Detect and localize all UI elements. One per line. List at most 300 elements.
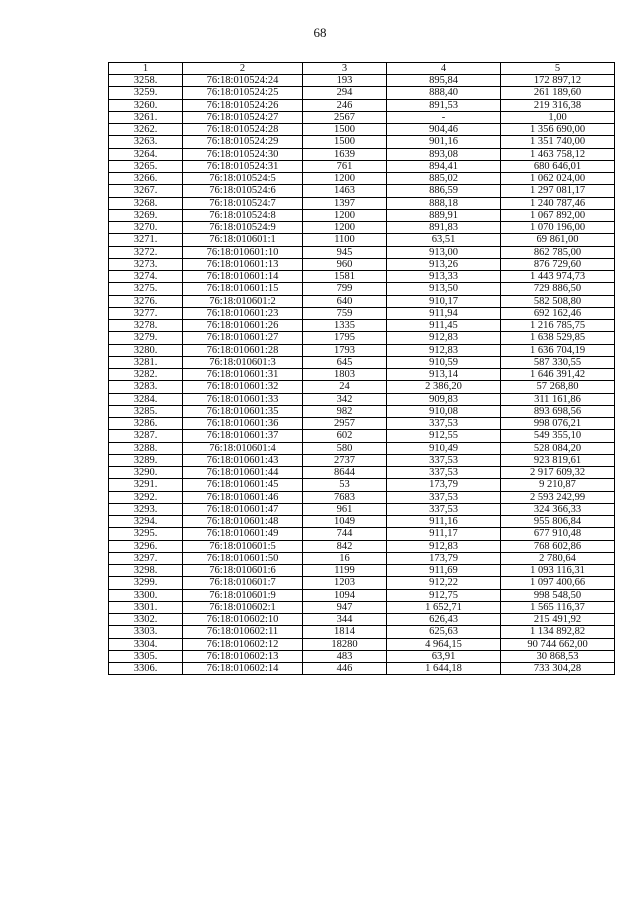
- table-cell: 3271.: [109, 234, 183, 246]
- table-cell: 9 210,87: [501, 479, 615, 491]
- table-row: [109, 99, 615, 111]
- table-header-row: [109, 63, 615, 75]
- table-cell: 76:18:010602:10: [183, 614, 303, 626]
- table-row: [109, 320, 615, 332]
- table-cell: 1 356 690,00: [501, 124, 615, 136]
- column-header: 1: [109, 63, 183, 75]
- table-cell: 219 316,38: [501, 99, 615, 111]
- table-cell: 76:18:010601:45: [183, 479, 303, 491]
- table-cell: 215 491,92: [501, 614, 615, 626]
- table-row: [109, 503, 615, 515]
- table-row: [109, 491, 615, 503]
- table-cell: 2737: [303, 454, 387, 466]
- table-row: [109, 356, 615, 368]
- column-header: 2: [183, 63, 303, 75]
- table-cell: 3305.: [109, 650, 183, 662]
- table-cell: 3293.: [109, 503, 183, 515]
- table-cell: 76:18:010601:14: [183, 271, 303, 283]
- table-cell: 76:18:010524:26: [183, 99, 303, 111]
- table-cell: 324 366,33: [501, 503, 615, 515]
- table-cell: 483: [303, 650, 387, 662]
- table-row: [109, 148, 615, 160]
- table-row: [109, 234, 615, 246]
- table-cell: 76:18:010524:7: [183, 197, 303, 209]
- table-cell: 2 780,64: [501, 552, 615, 564]
- table-cell: 911,69: [387, 565, 501, 577]
- table-cell: 885,02: [387, 173, 501, 185]
- table-cell: 3268.: [109, 197, 183, 209]
- table-cell: 894,41: [387, 160, 501, 172]
- table-cell: 886,59: [387, 185, 501, 197]
- table-cell: 76:18:010524:31: [183, 160, 303, 172]
- table-cell: 909,83: [387, 393, 501, 405]
- table-cell: 923 819,61: [501, 454, 615, 466]
- table-cell: 1 646 391,42: [501, 369, 615, 381]
- table-cell: 76:18:010601:28: [183, 344, 303, 356]
- table-cell: 645: [303, 356, 387, 368]
- table-cell: 76:18:010601:6: [183, 565, 303, 577]
- table-cell: 911,17: [387, 528, 501, 540]
- table-cell: 173,79: [387, 479, 501, 491]
- table-cell: 3275.: [109, 283, 183, 295]
- table-cell: 3267.: [109, 185, 183, 197]
- table-cell: 337,53: [387, 418, 501, 430]
- table-cell: 904,46: [387, 124, 501, 136]
- table-cell: 3285.: [109, 405, 183, 417]
- table-cell: 1 097 400,66: [501, 577, 615, 589]
- table-cell: 3287.: [109, 430, 183, 442]
- table-cell: 3306.: [109, 663, 183, 675]
- table-cell: 337,53: [387, 454, 501, 466]
- table-row: [109, 454, 615, 466]
- table-cell: 913,00: [387, 246, 501, 258]
- table-cell: 1199: [303, 565, 387, 577]
- table-row: [109, 552, 615, 564]
- table-cell: 76:18:010601:36: [183, 418, 303, 430]
- table-cell: 76:18:010601:4: [183, 442, 303, 454]
- table-cell: 1 062 024,00: [501, 173, 615, 185]
- table-cell: 76:18:010524:30: [183, 148, 303, 160]
- table-cell: 76:18:010601:15: [183, 283, 303, 295]
- table-cell: 172 897,12: [501, 75, 615, 87]
- table-cell: 1 240 787,46: [501, 197, 615, 209]
- table-cell: 3274.: [109, 271, 183, 283]
- table-cell: 57 268,80: [501, 381, 615, 393]
- table-row: [109, 430, 615, 442]
- table-cell: 910,49: [387, 442, 501, 454]
- table-cell: 3297.: [109, 552, 183, 564]
- table-cell: 69 861,00: [501, 234, 615, 246]
- table-row: [109, 650, 615, 662]
- table-cell: 3290.: [109, 467, 183, 479]
- table-row: [109, 209, 615, 221]
- table-cell: 602: [303, 430, 387, 442]
- table-cell: 582 508,80: [501, 295, 615, 307]
- table-cell: 893 698,56: [501, 405, 615, 417]
- table-row: [109, 258, 615, 270]
- table-cell: -: [387, 111, 501, 123]
- table-cell: 1 351 740,00: [501, 136, 615, 148]
- table-cell: 173,79: [387, 552, 501, 564]
- table-cell: 3273.: [109, 258, 183, 270]
- table-cell: 910,08: [387, 405, 501, 417]
- table-cell: 640: [303, 295, 387, 307]
- table-cell: 76:18:010524:8: [183, 209, 303, 221]
- table-cell: 1094: [303, 589, 387, 601]
- table-row: [109, 111, 615, 123]
- table-cell: 7683: [303, 491, 387, 503]
- table-cell: 912,22: [387, 577, 501, 589]
- table-cell: 912,55: [387, 430, 501, 442]
- table-cell: 3258.: [109, 75, 183, 87]
- table-cell: 1 297 081,17: [501, 185, 615, 197]
- table-cell: 76:18:010602:12: [183, 638, 303, 650]
- page-number: 68: [313, 25, 327, 40]
- table-row: [109, 393, 615, 405]
- table-cell: 76:18:010602:14: [183, 663, 303, 675]
- table-cell: 76:18:010601:46: [183, 491, 303, 503]
- table-cell: 3298.: [109, 565, 183, 577]
- table-cell: 3269.: [109, 209, 183, 221]
- table-cell: 3301.: [109, 601, 183, 613]
- table-cell: 1 638 529,85: [501, 332, 615, 344]
- table-cell: 960: [303, 258, 387, 270]
- table-cell: 90 744 662,00: [501, 638, 615, 650]
- table-cell: 3294.: [109, 516, 183, 528]
- table-cell: 76:18:010601:50: [183, 552, 303, 564]
- table-row: [109, 381, 615, 393]
- table-cell: 1200: [303, 222, 387, 234]
- table-cell: 2 917 609,32: [501, 467, 615, 479]
- table-cell: 76:18:010601:32: [183, 381, 303, 393]
- table-row: [109, 442, 615, 454]
- table-cell: 891,83: [387, 222, 501, 234]
- table-cell: 246: [303, 99, 387, 111]
- table-cell: 955 806,84: [501, 516, 615, 528]
- table-cell: 1 463 758,12: [501, 148, 615, 160]
- table-cell: 76:18:010524:24: [183, 75, 303, 87]
- table-cell: 1 565 116,37: [501, 601, 615, 613]
- table-cell: 16: [303, 552, 387, 564]
- table-row: [109, 271, 615, 283]
- table-cell: 528 084,20: [501, 442, 615, 454]
- table-cell: 294: [303, 87, 387, 99]
- table-cell: 76:18:010524:9: [183, 222, 303, 234]
- table-row: [109, 124, 615, 136]
- table-cell: 446: [303, 663, 387, 675]
- table-row: [109, 589, 615, 601]
- table-cell: 311 161,86: [501, 393, 615, 405]
- table-row: [109, 638, 615, 650]
- table-cell: 761: [303, 160, 387, 172]
- table-cell: 3281.: [109, 356, 183, 368]
- table-cell: 913,14: [387, 369, 501, 381]
- table-cell: 1795: [303, 332, 387, 344]
- table-cell: 3289.: [109, 454, 183, 466]
- table-row: [109, 479, 615, 491]
- table-cell: 1 652,71: [387, 601, 501, 613]
- table-cell: 549 355,10: [501, 430, 615, 442]
- table-cell: 998 548,50: [501, 589, 615, 601]
- table-row: [109, 283, 615, 295]
- table-cell: 3295.: [109, 528, 183, 540]
- table-row: [109, 418, 615, 430]
- table-row: [109, 295, 615, 307]
- table-cell: 18280: [303, 638, 387, 650]
- table-cell: 76:18:010524:25: [183, 87, 303, 99]
- table-cell: 63,91: [387, 650, 501, 662]
- table-cell: 888,40: [387, 87, 501, 99]
- table-cell: 1 067 892,00: [501, 209, 615, 221]
- table-cell: 1814: [303, 626, 387, 638]
- table-cell: 912,83: [387, 332, 501, 344]
- table-cell: 842: [303, 540, 387, 552]
- table-row: [109, 369, 615, 381]
- table-row: [109, 577, 615, 589]
- table-cell: 961: [303, 503, 387, 515]
- table-cell: 1581: [303, 271, 387, 283]
- table-cell: 912,75: [387, 589, 501, 601]
- table-cell: 337,53: [387, 503, 501, 515]
- table-row: [109, 332, 615, 344]
- table-cell: 2 593 242,99: [501, 491, 615, 503]
- table-cell: 76:18:010601:7: [183, 577, 303, 589]
- table-cell: 1200: [303, 173, 387, 185]
- table-cell: 911,45: [387, 320, 501, 332]
- table-cell: 3277.: [109, 307, 183, 319]
- table-cell: 76:18:010601:1: [183, 234, 303, 246]
- table-cell: 680 646,01: [501, 160, 615, 172]
- table-cell: 744: [303, 528, 387, 540]
- table-cell: 1100: [303, 234, 387, 246]
- table-cell: 1,00: [501, 111, 615, 123]
- table-cell: 76:18:010601:26: [183, 320, 303, 332]
- column-header: 5: [501, 63, 615, 75]
- table-cell: 63,51: [387, 234, 501, 246]
- table-cell: 53: [303, 479, 387, 491]
- table-cell: 76:18:010602:1: [183, 601, 303, 613]
- table-cell: 1 134 892,82: [501, 626, 615, 638]
- table-cell: 76:18:010601:35: [183, 405, 303, 417]
- table-cell: 895,84: [387, 75, 501, 87]
- table-cell: 76:18:010601:48: [183, 516, 303, 528]
- table-cell: 3286.: [109, 418, 183, 430]
- table-cell: 76:18:010601:2: [183, 295, 303, 307]
- table-row: [109, 197, 615, 209]
- table-row: [109, 75, 615, 87]
- table-cell: 3278.: [109, 320, 183, 332]
- table-cell: 910,17: [387, 295, 501, 307]
- table-cell: 998 076,21: [501, 418, 615, 430]
- table-cell: 2957: [303, 418, 387, 430]
- table-cell: 799: [303, 283, 387, 295]
- table-cell: 3291.: [109, 479, 183, 491]
- table-cell: 913,33: [387, 271, 501, 283]
- table-cell: 344: [303, 614, 387, 626]
- table-cell: 3282.: [109, 369, 183, 381]
- table-cell: 947: [303, 601, 387, 613]
- table-cell: 337,53: [387, 491, 501, 503]
- table-cell: 3272.: [109, 246, 183, 258]
- table-cell: 1803: [303, 369, 387, 381]
- table-cell: 901,16: [387, 136, 501, 148]
- table-cell: 76:18:010524:28: [183, 124, 303, 136]
- table-cell: 76:18:010601:3: [183, 356, 303, 368]
- table-cell: 1 216 785,75: [501, 320, 615, 332]
- table-cell: 76:18:010601:44: [183, 467, 303, 479]
- table-cell: 625,63: [387, 626, 501, 638]
- table-cell: 580: [303, 442, 387, 454]
- data-table: [108, 62, 615, 675]
- table-cell: 76:18:010601:5: [183, 540, 303, 552]
- table-cell: 3284.: [109, 393, 183, 405]
- table-cell: 3296.: [109, 540, 183, 552]
- table-cell: 76:18:010601:23: [183, 307, 303, 319]
- table-cell: 3280.: [109, 344, 183, 356]
- column-header: 4: [387, 63, 501, 75]
- table-cell: 3265.: [109, 160, 183, 172]
- table-cell: 76:18:010601:49: [183, 528, 303, 540]
- table-cell: 876 729,60: [501, 258, 615, 270]
- table-cell: 626,43: [387, 614, 501, 626]
- table-cell: 1335: [303, 320, 387, 332]
- table-cell: 1639: [303, 148, 387, 160]
- table-cell: 1203: [303, 577, 387, 589]
- table-row: [109, 516, 615, 528]
- table-cell: 1 644,18: [387, 663, 501, 675]
- table-cell: 3270.: [109, 222, 183, 234]
- table-cell: 3264.: [109, 148, 183, 160]
- table-cell: 76:18:010601:47: [183, 503, 303, 515]
- table-cell: 76:18:010602:13: [183, 650, 303, 662]
- table-cell: 76:18:010601:43: [183, 454, 303, 466]
- table-cell: 1200: [303, 209, 387, 221]
- table-cell: 3300.: [109, 589, 183, 601]
- table-cell: 587 330,55: [501, 356, 615, 368]
- table-cell: 912,83: [387, 540, 501, 552]
- table-cell: 862 785,00: [501, 246, 615, 258]
- table-row: [109, 222, 615, 234]
- table-row: [109, 528, 615, 540]
- table-cell: 3292.: [109, 491, 183, 503]
- table-cell: 8644: [303, 467, 387, 479]
- table-cell: 911,94: [387, 307, 501, 319]
- table-cell: 4 964,15: [387, 638, 501, 650]
- table-cell: 2 386,20: [387, 381, 501, 393]
- table-row: [109, 344, 615, 356]
- table-row: [109, 87, 615, 99]
- table-cell: 76:18:010601:9: [183, 589, 303, 601]
- table-row: [109, 185, 615, 197]
- table-cell: 3299.: [109, 577, 183, 589]
- table-cell: 3288.: [109, 442, 183, 454]
- table-cell: 30 868,53: [501, 650, 615, 662]
- table-cell: 3262.: [109, 124, 183, 136]
- table-cell: 1463: [303, 185, 387, 197]
- table-row: [109, 173, 615, 185]
- table-cell: 76:18:010601:31: [183, 369, 303, 381]
- table-cell: 3261.: [109, 111, 183, 123]
- table-cell: 76:18:010601:37: [183, 430, 303, 442]
- table-row: [109, 467, 615, 479]
- table-cell: 692 162,46: [501, 307, 615, 319]
- table-row: [109, 565, 615, 577]
- table-cell: 733 304,28: [501, 663, 615, 675]
- table-row: [109, 405, 615, 417]
- table-cell: 3263.: [109, 136, 183, 148]
- table-cell: 3303.: [109, 626, 183, 638]
- table-cell: 768 602,86: [501, 540, 615, 552]
- table-cell: 3260.: [109, 99, 183, 111]
- table-cell: 76:18:010524:29: [183, 136, 303, 148]
- table-cell: 193: [303, 75, 387, 87]
- table-cell: 76:18:010524:27: [183, 111, 303, 123]
- table-cell: 893,08: [387, 148, 501, 160]
- table-cell: 1 070 196,00: [501, 222, 615, 234]
- table-cell: 3279.: [109, 332, 183, 344]
- table-cell: 1500: [303, 124, 387, 136]
- table-row: [109, 614, 615, 626]
- table-cell: 3302.: [109, 614, 183, 626]
- table-cell: 2567: [303, 111, 387, 123]
- table-cell: 76:18:010524:6: [183, 185, 303, 197]
- table-cell: 1 443 974,73: [501, 271, 615, 283]
- table-cell: 76:18:010602:11: [183, 626, 303, 638]
- table-cell: 913,50: [387, 283, 501, 295]
- table-cell: 24: [303, 381, 387, 393]
- table-row: [109, 160, 615, 172]
- table-cell: 889,91: [387, 209, 501, 221]
- table-cell: 729 886,50: [501, 283, 615, 295]
- table-cell: 910,59: [387, 356, 501, 368]
- table-row: [109, 663, 615, 675]
- table-cell: 76:18:010601:27: [183, 332, 303, 344]
- table-cell: 1500: [303, 136, 387, 148]
- table-cell: 76:18:010601:33: [183, 393, 303, 405]
- table-cell: 261 189,60: [501, 87, 615, 99]
- table-cell: 759: [303, 307, 387, 319]
- table-cell: 888,18: [387, 197, 501, 209]
- table-cell: 337,53: [387, 467, 501, 479]
- table-cell: 342: [303, 393, 387, 405]
- table-cell: 982: [303, 405, 387, 417]
- table-cell: 1793: [303, 344, 387, 356]
- table-row: [109, 540, 615, 552]
- table-row: [109, 246, 615, 258]
- table-cell: 76:18:010601:10: [183, 246, 303, 258]
- table-cell: 912,83: [387, 344, 501, 356]
- table-cell: 1 093 116,31: [501, 565, 615, 577]
- table-cell: 76:18:010601:13: [183, 258, 303, 270]
- table-row: [109, 601, 615, 613]
- table-cell: 3276.: [109, 295, 183, 307]
- table-cell: 3283.: [109, 381, 183, 393]
- table-cell: 76:18:010524:5: [183, 173, 303, 185]
- table-cell: 911,16: [387, 516, 501, 528]
- table-cell: 3266.: [109, 173, 183, 185]
- table-row: [109, 136, 615, 148]
- column-header: 3: [303, 63, 387, 75]
- table-cell: 913,26: [387, 258, 501, 270]
- table-cell: 1397: [303, 197, 387, 209]
- table-cell: 891,53: [387, 99, 501, 111]
- table-row: [109, 307, 615, 319]
- table-cell: 3259.: [109, 87, 183, 99]
- table-cell: 1 636 704,19: [501, 344, 615, 356]
- table-cell: 1049: [303, 516, 387, 528]
- table-row: [109, 626, 615, 638]
- table-cell: 677 910,48: [501, 528, 615, 540]
